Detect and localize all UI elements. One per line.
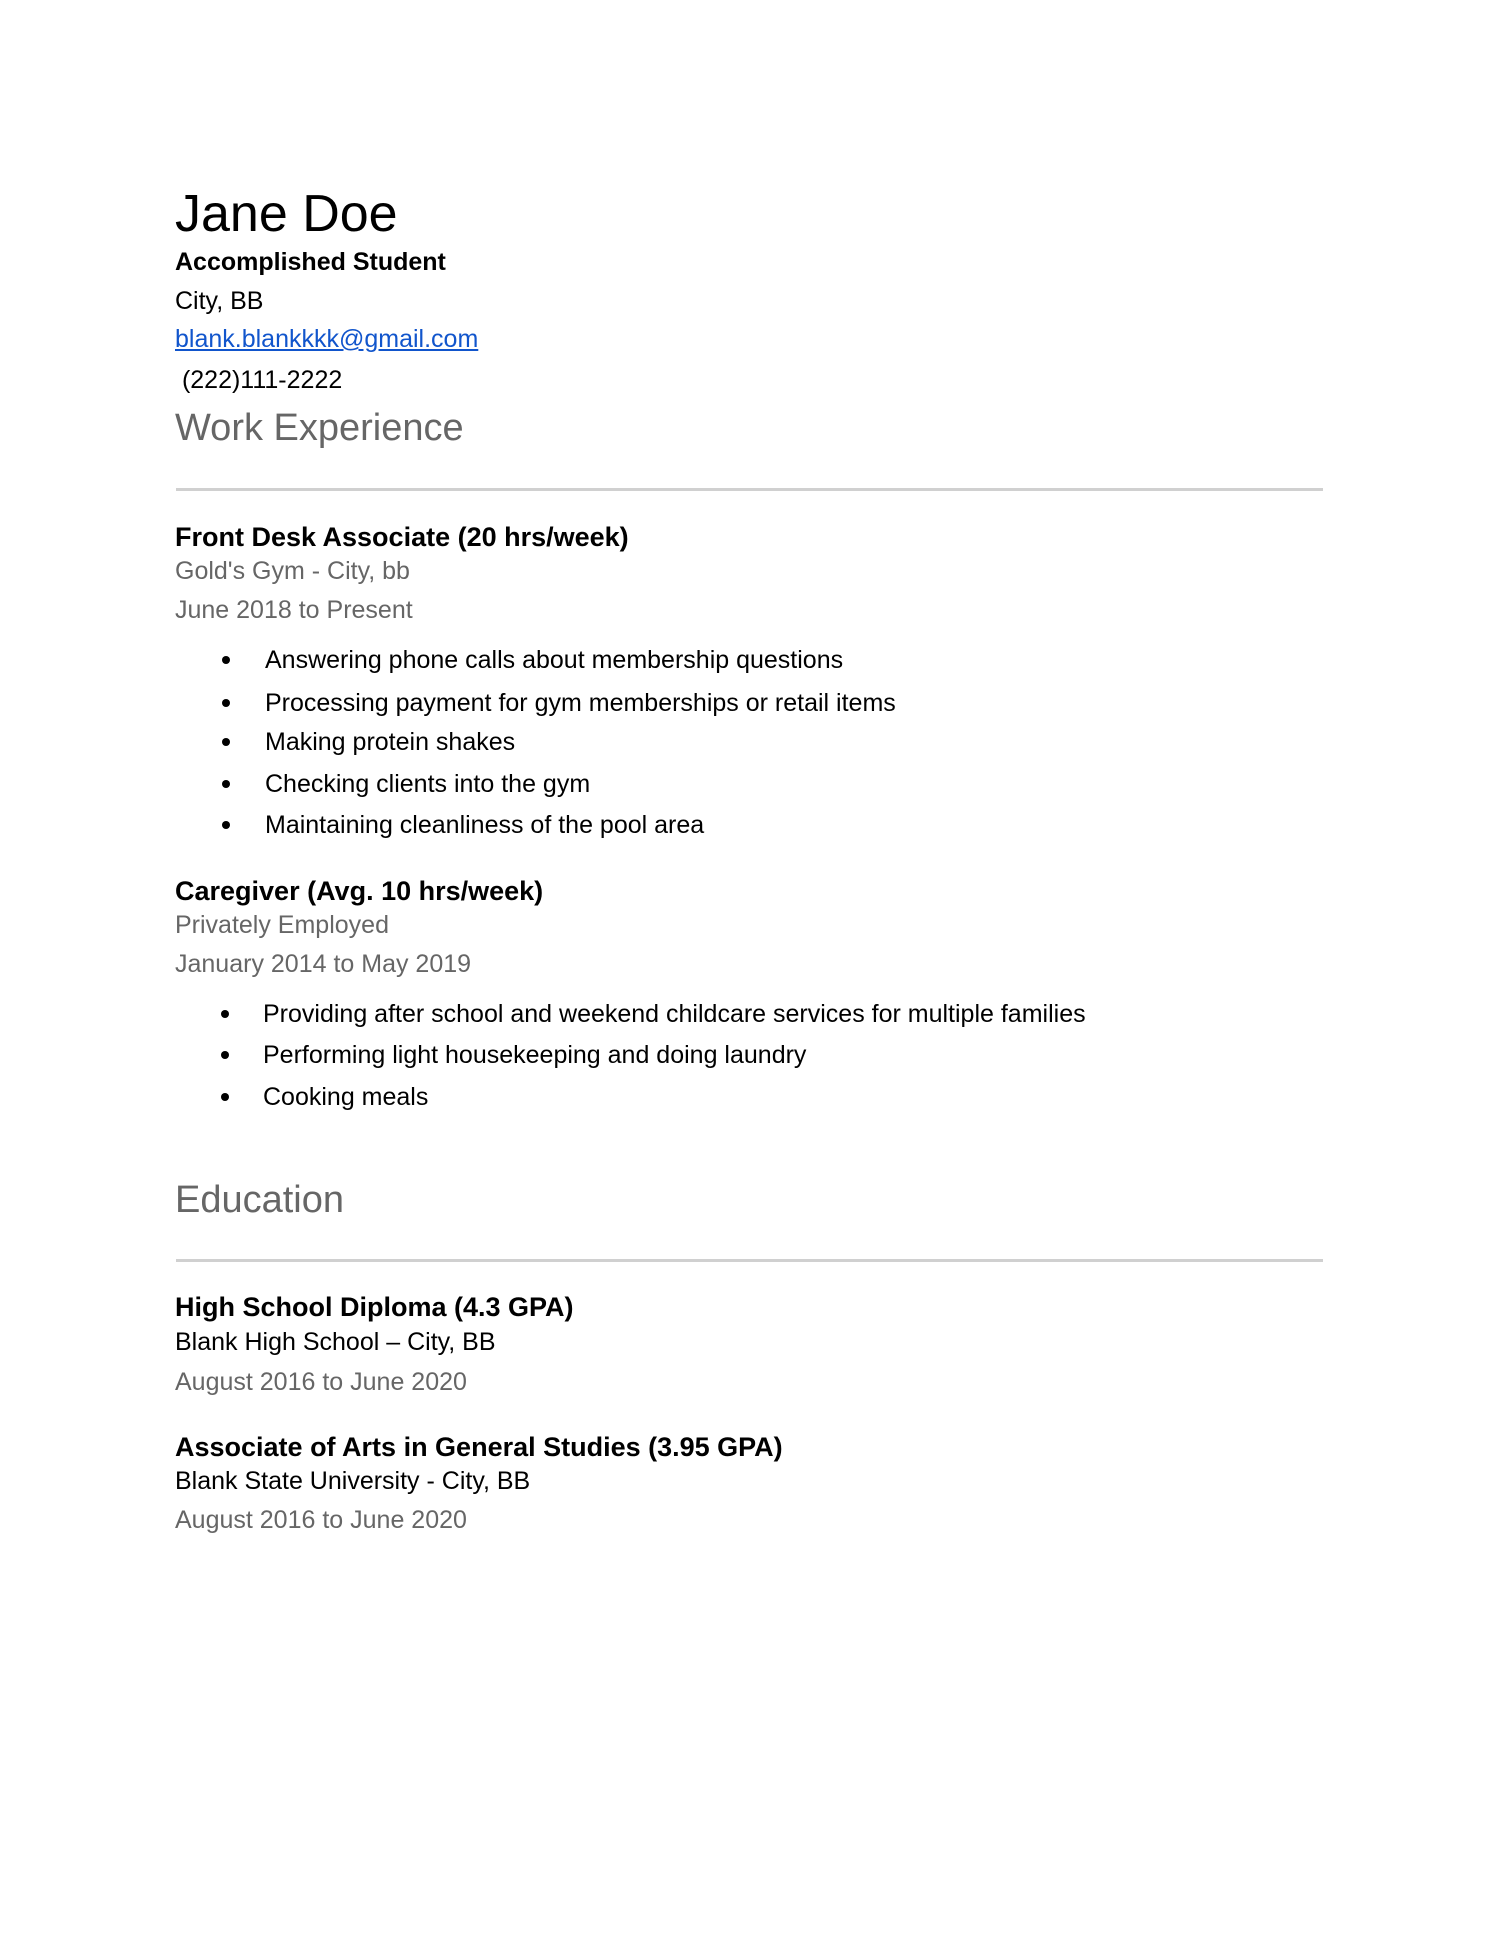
job-title: Caregiver (Avg. 10 hrs/week): [175, 876, 544, 906]
list-item: Answering phone calls about membership questions: [265, 646, 844, 674]
email-link[interactable]: blank.blankkkk@gmail.com: [175, 325, 479, 353]
bullet-icon: [222, 780, 230, 788]
job-employer: Privately Employed: [175, 911, 389, 939]
education-dates: August 2016 to June 2020: [175, 1506, 467, 1534]
phone: (222)111-2222: [175, 366, 343, 394]
candidate-name: Jane Doe: [175, 185, 398, 243]
list-item: Performing light housekeeping and doing laundry: [263, 1041, 807, 1069]
bullet-icon: [221, 1010, 229, 1018]
job-title: Front Desk Associate (20 hrs/week): [175, 522, 629, 552]
degree-title: High School Diploma (4.3 GPA): [175, 1292, 574, 1322]
education-dates: August 2016 to June 2020: [175, 1368, 467, 1396]
job-dates: June 2018 to Present: [175, 596, 413, 624]
bullet-icon: [221, 1093, 229, 1101]
job-employer: Gold's Gym - City, bb: [175, 557, 410, 585]
section-divider: [176, 488, 1323, 491]
bullet-icon: [222, 738, 230, 746]
school-name: Blank High School – City, BB: [175, 1328, 496, 1356]
bullet-icon: [222, 656, 230, 664]
location: City, BB: [175, 287, 264, 315]
list-item: Making protein shakes: [265, 728, 516, 756]
school-name: Blank State University - City, BB: [175, 1467, 531, 1495]
section-divider: [176, 1259, 1323, 1262]
section-heading-work: Work Experience: [175, 407, 464, 449]
bullet-icon: [222, 821, 230, 829]
list-item: Cooking meals: [263, 1083, 429, 1111]
list-item: Providing after school and weekend childcare services for multiple families: [263, 1000, 1086, 1028]
bullet-icon: [221, 1051, 229, 1059]
section-heading-education: Education: [175, 1179, 345, 1221]
job-dates: January 2014 to May 2019: [175, 950, 472, 978]
list-item: Checking clients into the gym: [265, 770, 591, 798]
bullet-icon: [222, 699, 230, 707]
degree-title: Associate of Arts in General Studies (3.95 GPA): [175, 1432, 783, 1462]
list-item: Processing payment for gym memberships or retail items: [265, 689, 896, 717]
candidate-subtitle: Accomplished Student: [175, 248, 446, 276]
list-item: Maintaining cleanliness of the pool area: [265, 811, 705, 839]
